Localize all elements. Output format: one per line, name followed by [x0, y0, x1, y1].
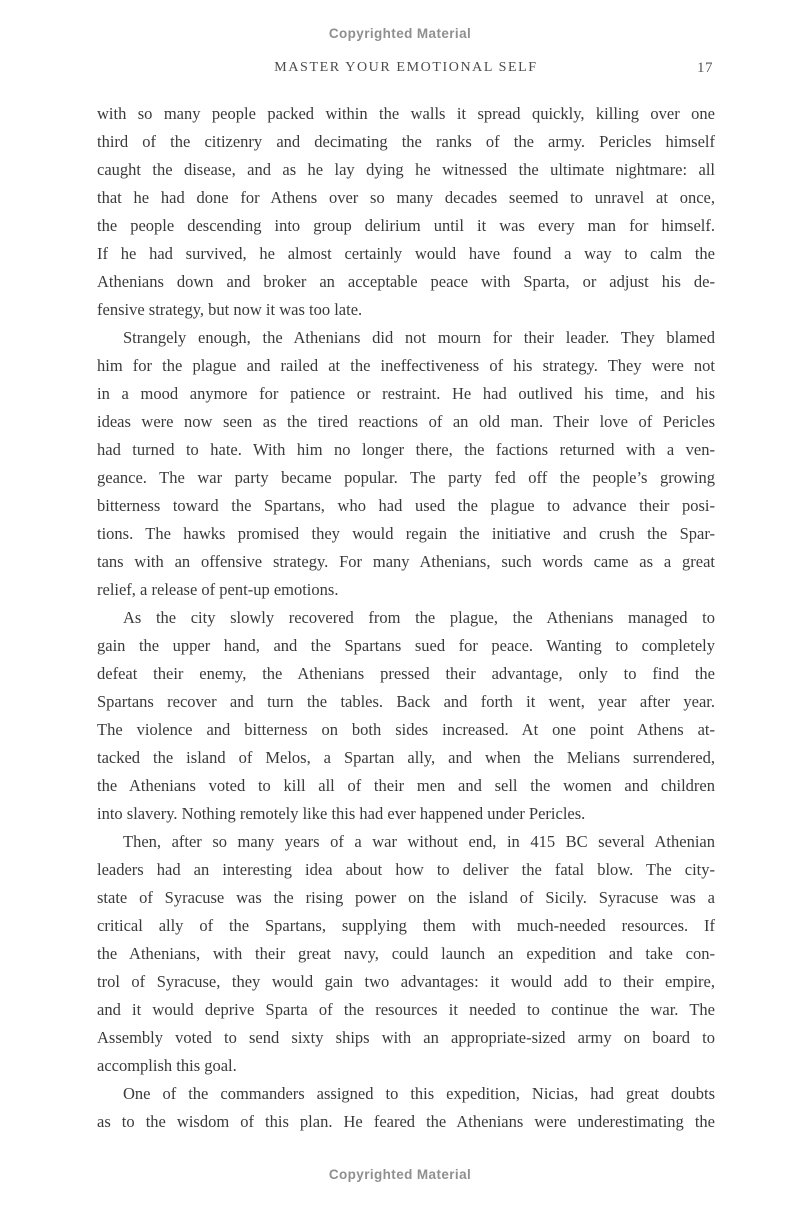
text-line: the Athenians voted to kill all of their men and sell the women and children	[97, 776, 715, 795]
text-line: in a mood anymore for patience or restraint. He had outlived his time, and his	[97, 384, 715, 403]
text-line: critical ally of the Spartans, supplying them with much-needed resources. If	[97, 916, 715, 935]
text-line: him for the plague and railed at the ineffectiveness of his strategy. They were not	[97, 356, 715, 375]
body-text	[97, 100, 715, 1136]
text-line: Spartans recover and turn the tables. Back and forth it went, year after year.	[97, 692, 715, 711]
text-line: Assembly voted to send sixty ships with an appropriate-sized army on board to	[97, 1028, 715, 1047]
text-line: The violence and bitterness on both sides increased. At one point Athens at-	[97, 720, 715, 739]
text-line: into slavery. Nothing remotely like this had ever happened under Pericles.	[97, 804, 586, 823]
text-line: tacked the island of Melos, a Spartan ally, and when the Melians surrendered,	[97, 748, 715, 767]
text-line: Athenians down and broker an acceptable peace with Sparta, or adjust his de-	[97, 272, 715, 291]
text-line: leaders had an interesting idea about how to deliver the fatal blow. The city-	[97, 860, 715, 879]
text-line: the people descending into group delirium until it was every man for himself.	[97, 216, 715, 235]
text-line: defeat their enemy, the Athenians pressed their advantage, only to find the	[97, 664, 715, 683]
text-line: bitterness toward the Spartans, who had used the plague to advance their posi-	[97, 496, 715, 515]
text-line: that he had done for Athens over so many decades seemed to unravel at once,	[97, 188, 715, 207]
text-line: tions. The hawks promised they would regain the initiative and crush the Spar-	[97, 524, 715, 543]
text-line: trol of Syracuse, they would gain two advantages: it would add to their empire,	[97, 972, 715, 991]
text-line: Then, after so many years of a war without end, in 415 BC several Athenian	[123, 832, 715, 851]
text-line: ideas were now seen as the tired reactions of an old man. Their love of Pericles	[97, 412, 715, 431]
text-line: state of Syracuse was the rising power on the island of Sicily. Syracuse was a	[97, 888, 715, 907]
text-line: Strangely enough, the Athenians did not mourn for their leader. They blamed	[123, 328, 715, 347]
chapter-title: MASTER YOUR EMOTIONAL SELF	[274, 60, 538, 75]
text-line: geance. The war party became popular. The party fed off the people’s growing	[97, 468, 715, 487]
text-line: with so many people packed within the walls it spread quickly, killing over one	[97, 104, 715, 123]
text-line: One of the commanders assigned to this expedition, Nicias, had great doubts	[123, 1084, 715, 1103]
text-line: the Athenians, with their great navy, could launch an expedition and take con-	[97, 944, 715, 963]
text-line: relief, a release of pent-up emotions.	[97, 580, 339, 599]
text-line: as to the wisdom of this plan. He feared the Athenians were underestimating the	[97, 1112, 715, 1131]
text-line: As the city slowly recovered from the plague, the Athenians managed to	[123, 608, 715, 627]
text-line: fensive strategy, but now it was too late.	[97, 300, 363, 319]
text-line: gain the upper hand, and the Spartans sued for peace. Wanting to completely	[97, 636, 715, 655]
copyright-notice-top: Copyrighted Material	[328, 26, 472, 41]
copyright-notice-bottom: Copyrighted Material	[328, 1167, 472, 1182]
text-line: accomplish this goal.	[97, 1056, 237, 1075]
text-line: caught the disease, and as he lay dying he witnessed the ultimate nightmare: all	[97, 160, 715, 179]
text-line: If he had survived, he almost certainly would have found a way to calm the	[97, 244, 715, 263]
text-line: tans with an offensive strategy. For many Athenians, such words came as a great	[97, 552, 715, 571]
text-line: had turned to hate. With him no longer there, the factions returned with a ven-	[97, 440, 715, 459]
text-line: and it would deprive Sparta of the resources it needed to continue the war. The	[97, 1000, 715, 1019]
text-line: third of the citizenry and decimating the ranks of the army. Pericles himself	[97, 132, 715, 151]
running-header	[97, 60, 715, 80]
page-number: 17	[697, 60, 713, 76]
